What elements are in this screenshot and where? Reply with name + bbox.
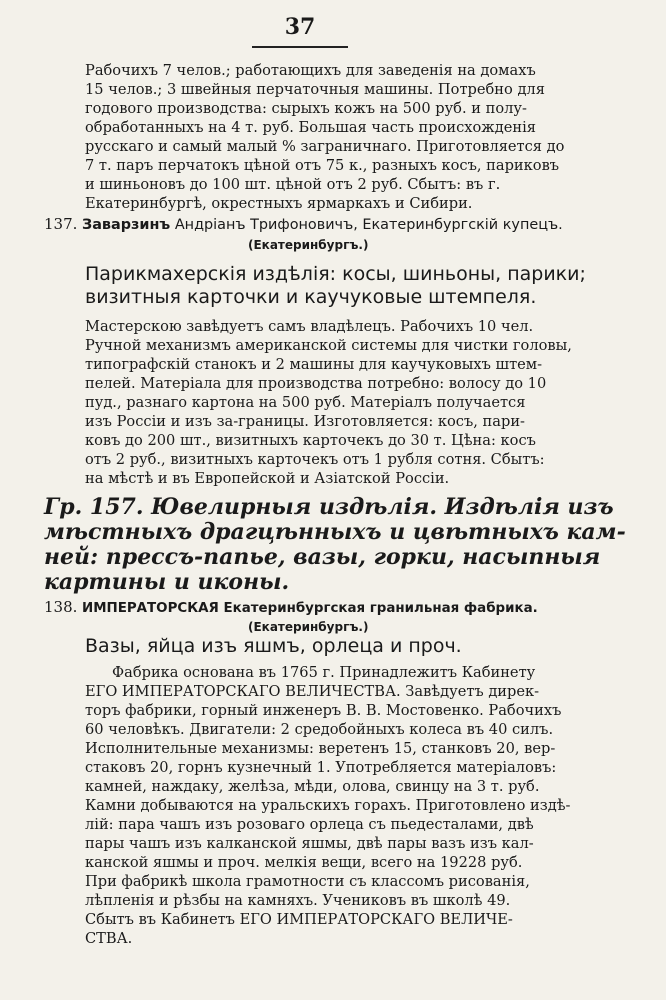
text-line: лѣпленія и рѣзбы на камняхъ. Учениковъ въ школѣ 49. [85, 892, 511, 909]
text-line: пары чашъ изъ калканской яшмы, двѣ пары вазъ изъ кал- [85, 835, 534, 852]
entry-name: Заварзинъ [81, 217, 171, 233]
text-line: Исполнительные механизмы: веретенъ 15, станковъ 20, вер- [85, 740, 556, 757]
text-line: стаковъ 20, горнъ кузнечный 1. Употребляется матеріаловъ: [85, 759, 557, 776]
text-line: русскаго и самый малый % заграничнаго. Приготовляется до [85, 138, 565, 155]
text-line: отъ 2 руб., визитныхъ карточекъ отъ 1 рубля сотня. Сбытъ: [85, 451, 545, 468]
text-line: камней, наждаку, желѣза, мѣди, олова, свинцу на 3 т. руб. [85, 778, 540, 795]
page-number: 37 [284, 14, 316, 40]
text-line: пуд., разнаго картона на 500 руб. Матеріалъ получается [85, 394, 526, 411]
entry-138-product-line: Вазы, яйца изъ яшмъ, орлеца и проч. [85, 635, 462, 657]
group-heading-line: картины и иконы. [44, 569, 290, 595]
entry-description: Андріанъ Трифоновичъ, Екатеринбургскій купецъ. [170, 217, 563, 233]
text-line: Камни добываются на уральскихъ горахъ. Приготовлено издѣ- [85, 797, 571, 814]
group-heading-line: мѣстныхъ драгцѣнныхъ и цвѣтныхъ кам- [44, 519, 626, 545]
entry-138-location: (Екатеринбургъ.) [248, 620, 369, 634]
group-heading-line: ней: прессъ-папье, вазы, горки, насыпныя [44, 544, 601, 570]
group-heading-line: Гр. 157. Ювелирныя издѣлія. Издѣлія изъ [44, 494, 614, 520]
text-line: типографскій станокъ и 2 машины для каучуковыхъ штем- [85, 356, 543, 373]
page-number-rule [252, 46, 348, 48]
text-line: Мастерскою завѣдуетъ самъ владѣлецъ. Рабочихъ 10 чел. [85, 318, 534, 335]
text-line: Екатеринбургѣ, окрестныхъ ярмаркахъ и Сибири. [85, 195, 473, 212]
entry-137-location: (Екатеринбургъ.) [248, 238, 369, 252]
entry-138-heading [44, 598, 538, 616]
text-line: Ручной механизмъ американской системы для чистки головы, [85, 337, 572, 354]
text-line: лій: пара чашъ изъ розоваго орлеца съ пьедесталами, двѣ [85, 816, 534, 833]
entry-name: ИМПЕРАТОРСКАЯ Екатеринбургская гранильная фабрика. [81, 601, 538, 616]
text-line: Сбытъ въ Кабинетъ ЕГО ИМПЕРАТОРСКАГО ВЕЛИЧЕ- [85, 911, 513, 928]
entry-number: 137. [44, 215, 78, 233]
text-line: 7 т. паръ перчатокъ цѣной отъ 75 к., разныхъ косъ, париковъ [85, 157, 560, 174]
text-line: и шиньоновъ до 100 шт. цѣной отъ 2 руб. Сбытъ: въ г. [85, 176, 501, 193]
text-line: пелей. Матеріала для производства потребно: волосу до 10 [85, 375, 547, 392]
text-line: изъ Россіи и изъ за-границы. Изготовляется: косъ, пари- [85, 413, 525, 430]
text-line: торъ фабрики, горный инженеръ В. В. Мостовенко. Рабочихъ [85, 702, 562, 719]
text-line: годового производства: сырыхъ кожъ на 500 руб. и полу- [85, 100, 527, 117]
text-line: обработанныхъ на 4 т. руб. Большая часть происхожденія [85, 119, 536, 136]
text-line: Фабрика основана въ 1765 г. Принадлежитъ Кабинету [112, 664, 536, 681]
entry-137-product-line: Парикмахерскія издѣлія: косы, шиньоны, парики; [85, 263, 586, 285]
text-line: 60 человѣкъ. Двигатели: 2 средобойныхъ колеса въ 40 силъ. [85, 721, 554, 738]
text-line: При фабрикѣ школа грамотности съ классомъ рисованія, [85, 873, 530, 890]
entry-137-product-line: визитныя карточки и каучуковые штемпеля. [85, 286, 537, 308]
text-line: канской яшмы и проч. мелкія вещи, всего на 19228 руб. [85, 854, 523, 871]
text-line: на мѣстѣ и въ Европейской и Азіатской Россіи. [85, 470, 450, 487]
entry-number: 138. [44, 598, 78, 616]
text-line: ЕГО ИМПЕРАТОРСКАГО ВЕЛИЧЕСТВА. Завѣдуетъ дирек- [85, 683, 540, 700]
entry-137-heading [44, 215, 563, 233]
text-line: Рабочихъ 7 челов.; работающихъ для заведенія на домахъ [85, 62, 536, 79]
text-line: СТВА. [85, 930, 133, 947]
text-line: ковъ до 200 шт., визитныхъ карточекъ до 30 т. Цѣна: косъ [85, 432, 536, 449]
text-line: 15 челов.; 3 швейныя перчаточныя машины. Потребно для [85, 81, 545, 98]
